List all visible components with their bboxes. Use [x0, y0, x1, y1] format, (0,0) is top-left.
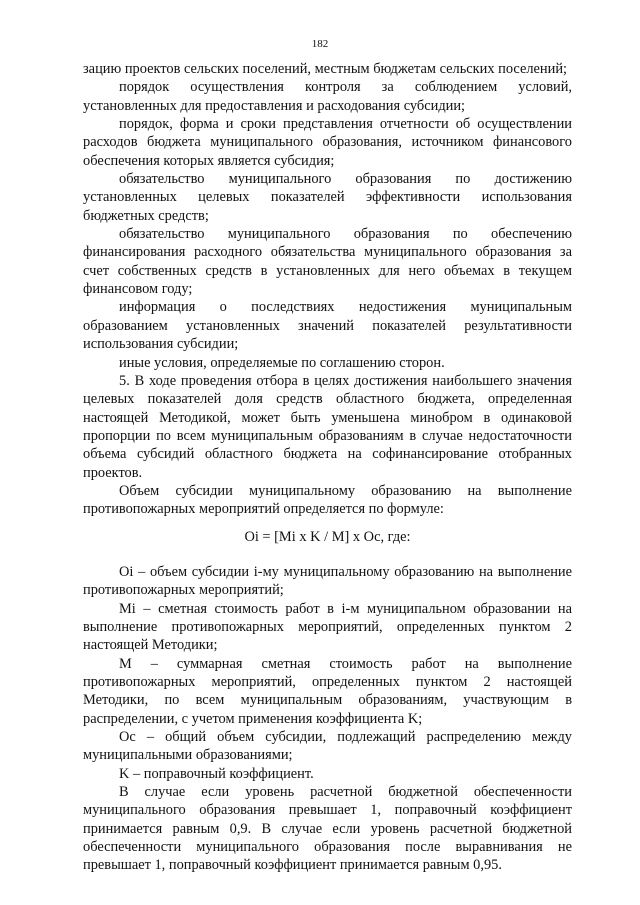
paragraph: Mi – сметная стоимость работ в i-м муниципальном образовании на выполнение противопожарных мероприятий, определенных пунктом 2 настоящей Методики;: [83, 600, 572, 654]
paragraph: 5. В ходе проведения отбора в целях достижения наибольшего значения целевых показателей доля средств областного бюджета, определенная настоящей Методикой, может быть уменьшена минобром в одинаковой пропорции по всем муниципальным образованиям в случае недостаточности объема субсидий областного бюджета на софинансирование отобранных проектов.: [83, 372, 572, 481]
paragraph: обязательство муниципального образования по достижению установленных целевых показателей эффективности использования бюджетных средств;: [83, 171, 572, 224]
paragraph: M – суммарная сметная стоимость работ на выполнение противопожарных мероприятий, определенных пунктом 2 настоящей Методики, по всем муниципальным образованиям, участвующим в распределении, с учетом применения коэффициента K;: [83, 655, 572, 727]
paragraph: иные условия, определяемые по соглашению сторон.: [119, 354, 445, 371]
paragraph: В случае если уровень расчетной бюджетной обеспеченности муниципального образования превышает 1, поправочный коэффициент принимается равным 0,9. В случае если уровень расчетной бюджетной обеспеченности муниципального образования после выравнивания не превышает 1, поправочный коэффициент принимается равным 0,95.: [83, 784, 572, 874]
paragraph: порядок, форма и сроки представления отчетности об осуществлении расходов бюджета муниципального образования, источником финансового обеспечения которых является субсидия;: [83, 116, 572, 169]
paragraphs-top: [83, 60, 572, 519]
paragraph: K – поправочный коэффициент.: [119, 765, 314, 782]
paragraph: Oi – объем субсидии i-му муниципальному образованию на выполнение противопожарных мероприятий;: [83, 563, 572, 599]
paragraph: информация о последствиях недостижения муниципальным образованием установленных значений показателей результативности использования субсидии;: [83, 299, 572, 353]
paragraph: обязательство муниципального образования по обеспечению финансирования расходного обязательства муниципального образования за счет собственных средств в установленных для него объемах в текущем финансовом году;: [83, 226, 572, 298]
page-number: 182: [311, 38, 329, 50]
paragraph: Oc – общий объем субсидии, подлежащий распределению между муниципальными образованиями;: [83, 729, 572, 764]
paragraph: порядок осуществления контроля за соблюдением условий, установленных для предоставления и расходования субсидии;: [83, 79, 572, 114]
paragraphs-bottom: [83, 563, 572, 875]
document-body: [83, 60, 572, 875]
formula: Oi = [Mi x K / M] x Oc, где:: [244, 528, 411, 545]
paragraph: Объем субсидии муниципальному образованию на выполнение противопожарных мероприятий определяется по формуле:: [83, 482, 572, 518]
paragraph: зацию проектов сельских поселений, местным бюджетам сельских поселений;: [83, 61, 568, 77]
